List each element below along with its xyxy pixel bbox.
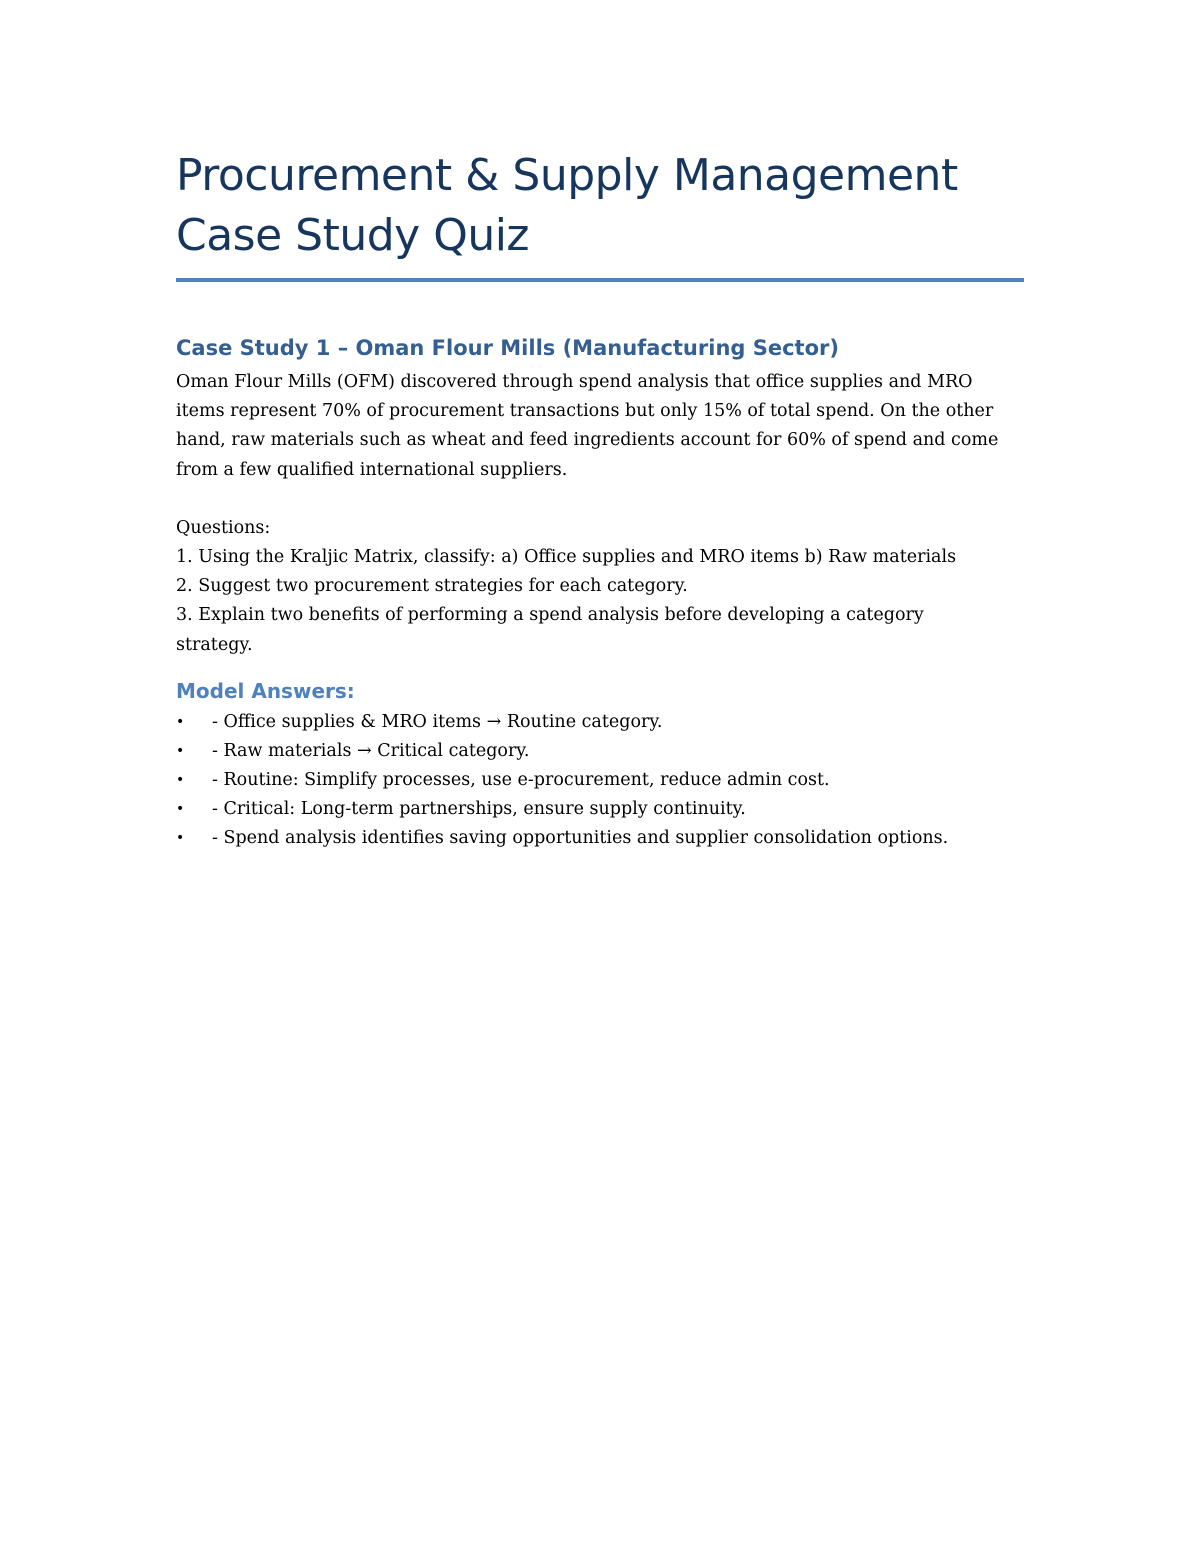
question-2: 2. Suggest two procurement strategies for each category. (176, 576, 688, 597)
list-item (176, 766, 1024, 795)
bullet-icon: • (176, 742, 185, 759)
document-content (176, 146, 1024, 853)
bullet-icon: • (176, 829, 185, 846)
questions-label: Questions: (176, 517, 271, 538)
list-item (176, 708, 1024, 737)
paragraph-line: Oman Flour Mills (OFM) discovered through spend analysis that office supplies and MRO (176, 372, 973, 392)
paragraph-line: hand, raw materials such as wheat and feed ingredients account for 60% of spend and come (176, 430, 999, 451)
question-3-line-1: 3. Explain two benefits of performing a spend analysis before developing a category (176, 605, 924, 626)
question-3-line-2: strategy. (176, 634, 253, 655)
paragraph-line: from a few qualified international suppliers. (176, 459, 568, 480)
title-line-1: Procurement & Supply Management (176, 150, 958, 201)
case-study-heading: Case Study 1 – Oman Flour Mills (Manufacturing Sector) (176, 336, 839, 360)
title-underline (176, 278, 1024, 282)
bullet-icon: • (176, 800, 185, 817)
answer-text: - Critical: Long-term partnerships, ensure supply continuity. (212, 798, 746, 819)
list-item (176, 737, 1024, 766)
model-answers-list (176, 708, 1024, 853)
paragraph-line: items represent 70% of procurement transactions but only 15% of total spend. On the other (176, 401, 994, 422)
answer-text: - Spend analysis identifies saving opportunities and supplier consolidation options. (212, 827, 949, 848)
case-study-paragraph (176, 368, 1024, 485)
answer-text: - Raw materials → Critical category. (212, 740, 530, 761)
document-title (176, 146, 1024, 266)
bullet-icon: • (176, 771, 185, 788)
list-item (176, 824, 1024, 853)
answer-text: - Routine: Simplify processes, use e-procurement, reduce admin cost. (212, 769, 830, 790)
questions-block (176, 514, 1024, 660)
list-item (176, 795, 1024, 824)
question-1: 1. Using the Kraljic Matrix, classify: a) Office supplies and MRO items b) Raw materials (176, 547, 957, 568)
title-line-2: Case Study Quiz (176, 210, 530, 261)
bullet-icon: • (176, 713, 185, 730)
answer-text: - Office supplies & MRO items → Routine category. (212, 711, 663, 732)
model-answers-heading: Model Answers: (176, 678, 355, 703)
